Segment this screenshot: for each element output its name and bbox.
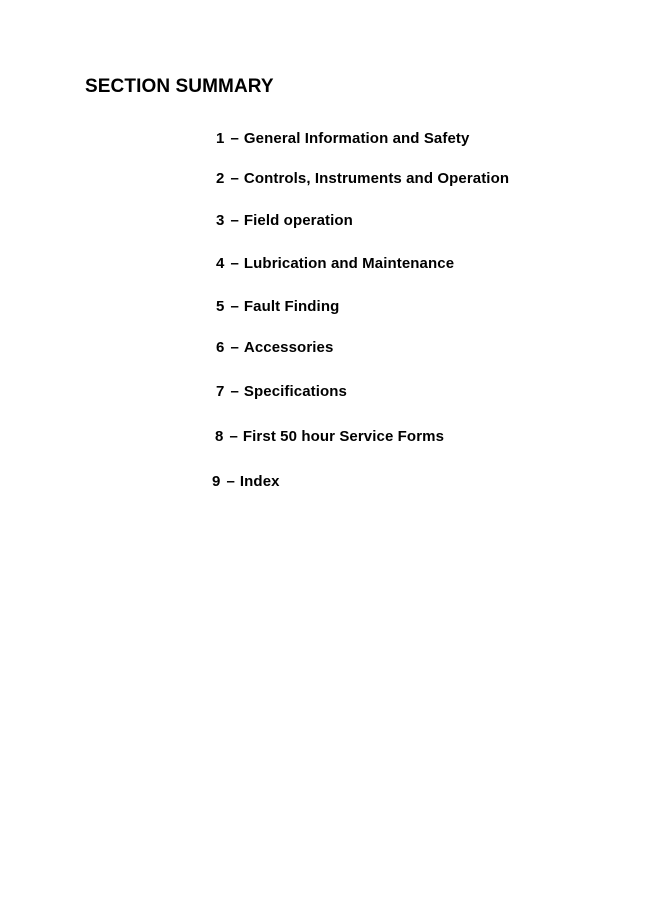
section-item-4[interactable] [216, 255, 454, 272]
section-separator: – [226, 473, 235, 490]
section-number: 8 [215, 428, 224, 445]
section-separator: – [230, 255, 239, 272]
section-item-8[interactable] [215, 428, 444, 445]
section-label: Accessories [243, 339, 334, 356]
section-label: Fault Finding [243, 298, 340, 315]
section-number: 1 [216, 130, 225, 147]
section-item-9[interactable] [212, 473, 280, 490]
section-label: Lubrication and Maintenance [243, 255, 455, 272]
section-number: 7 [216, 383, 225, 400]
section-separator: – [230, 383, 239, 400]
section-separator: – [230, 170, 239, 187]
section-number: 4 [216, 255, 225, 272]
section-item-7[interactable] [216, 383, 347, 400]
section-separator: – [230, 339, 239, 356]
section-separator: – [230, 212, 239, 229]
section-label: Specifications [243, 383, 348, 400]
section-separator: – [230, 130, 239, 147]
section-item-3[interactable] [216, 212, 353, 229]
section-label: Field operation [243, 212, 353, 229]
section-number: 9 [212, 473, 221, 490]
section-label: Index [239, 473, 280, 490]
section-number: 2 [216, 170, 225, 187]
section-label: First 50 hour Service Forms [242, 428, 445, 445]
section-number: 5 [216, 298, 225, 315]
section-label: Controls, Instruments and Operation [243, 170, 510, 187]
section-separator: – [230, 298, 239, 315]
section-number: 3 [216, 212, 225, 229]
page-title: SECTION SUMMARY [85, 76, 274, 97]
section-item-6[interactable] [216, 339, 333, 356]
section-item-2[interactable] [216, 170, 509, 187]
section-number: 6 [216, 339, 225, 356]
section-label: General Information and Safety [243, 130, 470, 147]
section-item-1[interactable] [216, 130, 469, 147]
section-item-5[interactable] [216, 298, 339, 315]
section-separator: – [229, 428, 238, 445]
